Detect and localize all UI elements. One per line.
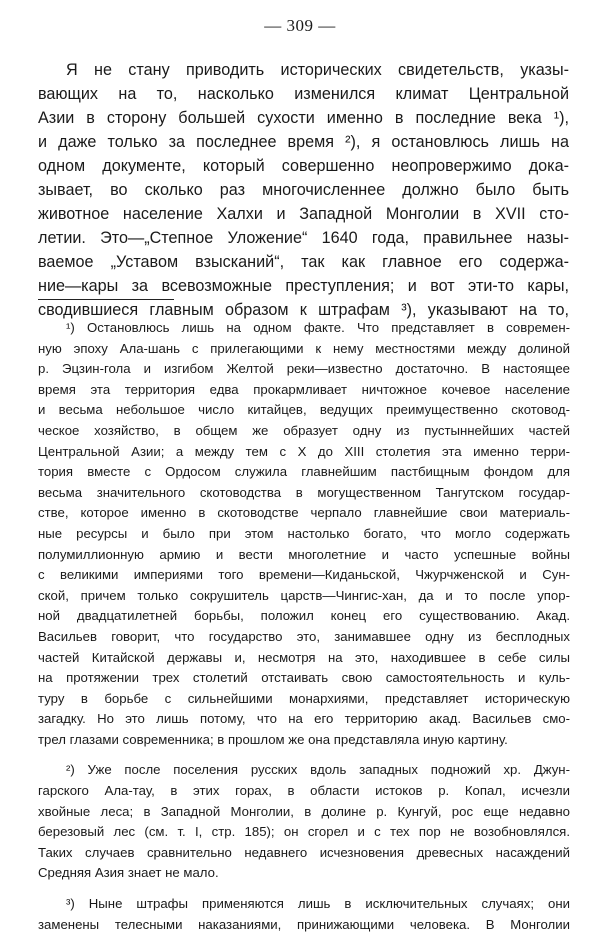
footnote-line: частей Китайской державы и, несмотря на это, находившее в себе силы — [38, 649, 570, 665]
footnote-line: полумиллионную армию и вести многолетние и часто успешные войны — [38, 546, 570, 562]
main-line: Я не стану приводить исторических свидетельств, указы- — [66, 61, 569, 79]
footnote-line: тория вместе с Ордосом служила главнейшим пастбищным фондом для — [38, 464, 570, 480]
footnote-line: стве, которое именно в скотоводстве черпало главнейшие свои материаль- — [38, 505, 570, 521]
footnote-line: на протяжении трех столетий отстаивать свою самостоятельность и куль- — [38, 670, 570, 686]
footnote-line: ной двадцатилетней борьбы, положил конец его существованию. Акад. — [38, 608, 570, 624]
main-line: сводившиеся главным образом к штрафам ³), указывают на то, — [38, 301, 569, 319]
page-number: — 309 — — [264, 16, 336, 35]
footnote-line: время эта территория едва прокармливает ничтожное кочевое население — [38, 381, 570, 397]
footnote-line: загадку. Но это лишь потому, что на его территорию акад. Васильев смо- — [38, 711, 570, 727]
footnote-line: ской, причем только сокрушитель царств—Чингис-хан, да и то после упор- — [38, 587, 570, 603]
main-paragraph — [38, 58, 569, 322]
footnote-line: трел глазами современника; в прошлом же она представляла иную картину. — [38, 731, 508, 747]
footnote-line: ³) Ныне штрафы применяются лишь в исключительных случаях; они — [66, 896, 570, 912]
footnote-line: ные ресурсы и было при этом настолько богато, что могло содержать — [38, 525, 570, 541]
footnote-line: хвойные леса; в Западной Монголии, в долине р. Кунгуй, рос еще недавно — [38, 803, 570, 819]
footnote-line: ческое хозяйство, в общем же образует одну из пустыннейших частей — [38, 422, 570, 438]
main-line: зывает, во сколько раз многочисленнее должно было быть — [38, 181, 569, 199]
main-line: и даже только за последнее время ²), я остановлюсь лишь на — [38, 133, 569, 151]
footnote-line: с великими империями того времени—Киданьской, Чжурчженской и Сун- — [38, 567, 570, 583]
footnote-1 — [38, 318, 570, 750]
footnote-line: и весьма небольшое число китайцев, ведущих преимущественно скотовод- — [38, 402, 570, 418]
main-line: вающих на то, насколько изменился климат Центральной — [38, 85, 569, 103]
footnote-line: ¹) Остановлюсь лишь на одном факте. Что представляет в современ- — [66, 320, 570, 335]
main-line: ваемое „Уставом взысканий“, так как главное его содержа- — [38, 253, 569, 271]
footnote-line: ²) Уже после поселения русских вдоль западных подножий хр. Джун- — [66, 762, 570, 778]
footnote-line: р. Эцзин-гола и изгибом Желтой реки—известно достаточно. В настоящее — [38, 361, 570, 377]
footnote-3 — [38, 894, 570, 935]
main-line: Азии в сторону большей сухости именно в последние века ¹), — [38, 109, 569, 127]
footnote-line: гарского Ала-тау, в этих горах, в области истоков р. Копал, исчезли — [38, 783, 570, 799]
footnote-line: Таких случаев сравнительно недавнего исчезновения древесных насаждений — [38, 844, 570, 860]
footnote-separator — [38, 299, 174, 300]
main-line: летии. Это—„Степное Уложение“ 1640 года, правильнее назы- — [38, 229, 569, 247]
footnote-line: березовый лес (см. т. I, стр. 185); он сгорел и с тех пор не возобновлялся. — [38, 824, 570, 840]
main-line: животное население Халхи и Западной Монголии в XVII сто- — [38, 205, 569, 223]
main-line: одном документе, который совершенно неопровержимо дока- — [38, 157, 569, 175]
footnote-line: туру в борьбе с сильнейшими монархиями, представляет историческую — [38, 690, 570, 706]
footnote-line: весьма значительного скотоводства в могущественном Тангутском государ- — [38, 484, 570, 500]
footnote-line: Центральной Азии; а между тем с X до XIII столетия эта именно терри- — [38, 443, 570, 459]
footnotes — [38, 318, 570, 945]
footnote-line: Васильев говорит, что государство это, занимавшее одну из бесплодных — [38, 628, 570, 644]
main-line: ние—кары за всевозможные преступления; и вот эти-то кары, — [38, 277, 569, 295]
footnote-line: ную эпоху Ала-шань с прилегающими к нему местностями между долиной — [38, 340, 570, 356]
footnote-line: Средняя Азия знает не мало. — [38, 865, 219, 881]
footnote-line: заменены телесными наказаниями, принижающими человека. В Монголии — [38, 916, 570, 932]
footnote-2 — [38, 760, 570, 884]
